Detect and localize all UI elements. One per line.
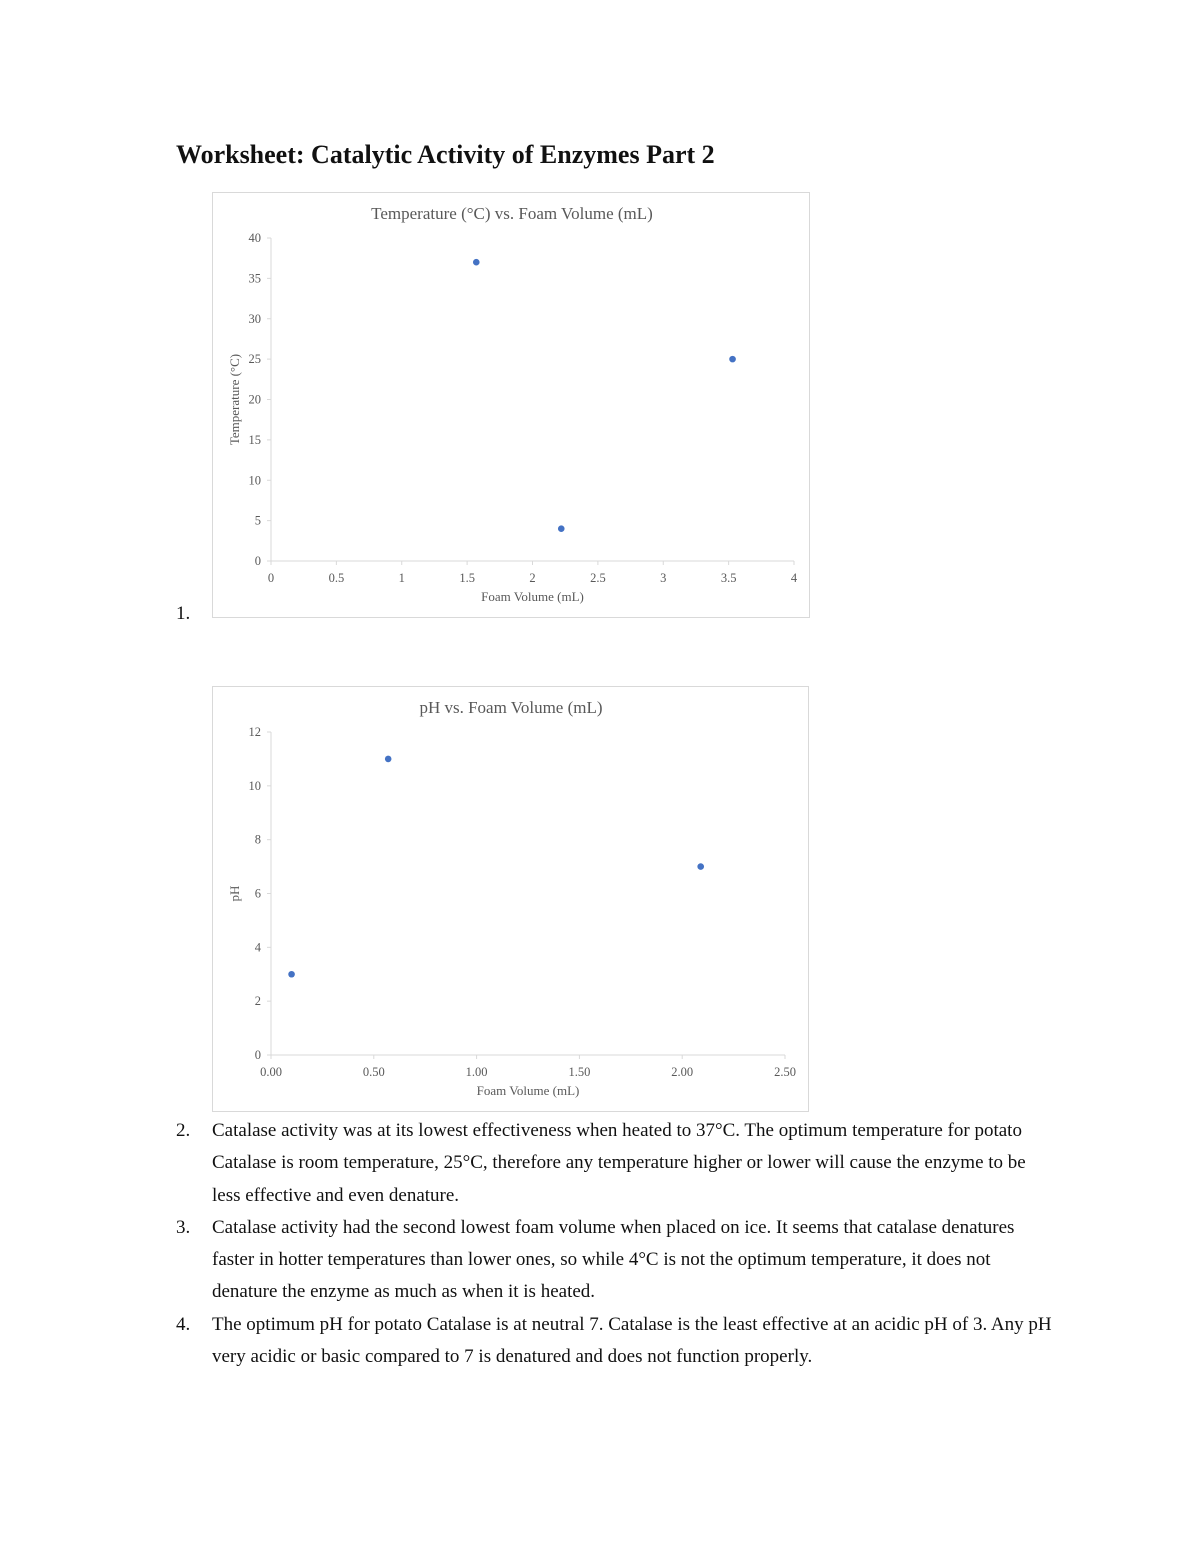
data-point bbox=[729, 356, 736, 363]
data-point bbox=[385, 756, 392, 763]
y-tick-label: 0 bbox=[254, 554, 261, 568]
answer-number: 4. bbox=[176, 1313, 191, 1335]
ph-chart bbox=[212, 686, 809, 1112]
x-tick-label: 2 bbox=[529, 571, 536, 585]
x-axis-label: Foam Volume (mL) bbox=[481, 589, 584, 604]
x-tick-label: 2.00 bbox=[671, 1065, 694, 1079]
x-tick-label: 1 bbox=[398, 571, 405, 585]
answer-item-4 bbox=[176, 1309, 1056, 1374]
y-tick-label: 12 bbox=[248, 725, 261, 739]
y-tick-label: 15 bbox=[248, 432, 261, 447]
y-tick-label: 5 bbox=[254, 513, 261, 528]
answer-text: The optimum pH for potato Catalase is at neutral 7. Catalase is the least effective at an acidic pH of 3. Any pH very acidic or basic compared to 7 is denatured and does not function properly. bbox=[212, 1313, 1052, 1368]
answer-number: 2. bbox=[176, 1120, 191, 1141]
x-axis-label: Foam Volume (mL) bbox=[476, 1083, 580, 1098]
x-tick-label: 2.5 bbox=[590, 571, 606, 585]
ph-chart-svg bbox=[213, 687, 810, 1113]
x-tick-label: 0.00 bbox=[260, 1065, 282, 1079]
answer-item-2 bbox=[176, 1115, 1056, 1212]
y-tick-label: 25 bbox=[248, 352, 261, 367]
y-tick-label: 10 bbox=[248, 778, 261, 793]
x-tick-label: 1.00 bbox=[465, 1065, 488, 1079]
y-tick-label: 2 bbox=[254, 994, 261, 1009]
chart-title: Temperature (°C) vs. Foam Volume (mL) bbox=[371, 204, 653, 223]
answer-text: Catalase activity had the second lowest foam volume when placed on ice. It seems that catalase denatures faster in hotter temperatures than lower ones, so while 4°C is not the optimum temperature, it does not denature the enzyme as much as when it is heated. bbox=[212, 1216, 1015, 1303]
y-tick-label: 4 bbox=[254, 940, 261, 955]
answer-list bbox=[176, 1115, 1056, 1373]
answer-number: 3. bbox=[176, 1216, 191, 1238]
y-tick-label: 20 bbox=[248, 392, 261, 407]
x-tick-label: 0 bbox=[267, 571, 275, 585]
x-tick-label: 4 bbox=[790, 571, 798, 585]
y-tick-label: 40 bbox=[248, 231, 261, 245]
x-tick-label: 1.5 bbox=[459, 571, 475, 585]
x-tick-label: 0.5 bbox=[328, 571, 345, 585]
x-tick-label: 2.50 bbox=[774, 1065, 796, 1079]
answer-item-3 bbox=[176, 1212, 1056, 1309]
x-tick-label: 0.50 bbox=[362, 1065, 385, 1079]
answer-text: Catalase activity was at its lowest effectiveness when heated to 37°C. The optimum temperature for potato Catalase is room temperature, 25°C, therefore any temperature higher or lower will cause the enzyme to be less effective and even denature. bbox=[212, 1120, 1026, 1206]
chart-title: pH vs. Foam Volume (mL) bbox=[419, 698, 603, 717]
y-tick-label: 10 bbox=[248, 473, 261, 488]
y-tick-label: 35 bbox=[248, 271, 261, 286]
y-axis-label: Temperature (°C) bbox=[227, 353, 242, 446]
y-tick-label: 30 bbox=[248, 311, 261, 326]
x-tick-label: 3.5 bbox=[720, 571, 737, 585]
y-tick-label: 0 bbox=[254, 1048, 261, 1062]
data-point bbox=[473, 259, 480, 266]
item-number-1: 1. bbox=[176, 603, 191, 624]
y-tick-label: 6 bbox=[254, 886, 261, 901]
x-tick-label: 3 bbox=[660, 571, 667, 585]
y-axis-label: pH bbox=[227, 885, 242, 902]
data-point bbox=[288, 971, 295, 978]
data-point bbox=[558, 525, 565, 532]
temperature-chart bbox=[212, 192, 810, 618]
page-title: Worksheet: Catalytic Activity of Enzymes Part 2 bbox=[176, 140, 715, 169]
temperature-chart-svg bbox=[213, 193, 811, 619]
data-point bbox=[697, 863, 704, 870]
x-tick-label: 1.50 bbox=[568, 1065, 591, 1079]
y-tick-label: 8 bbox=[254, 832, 261, 847]
